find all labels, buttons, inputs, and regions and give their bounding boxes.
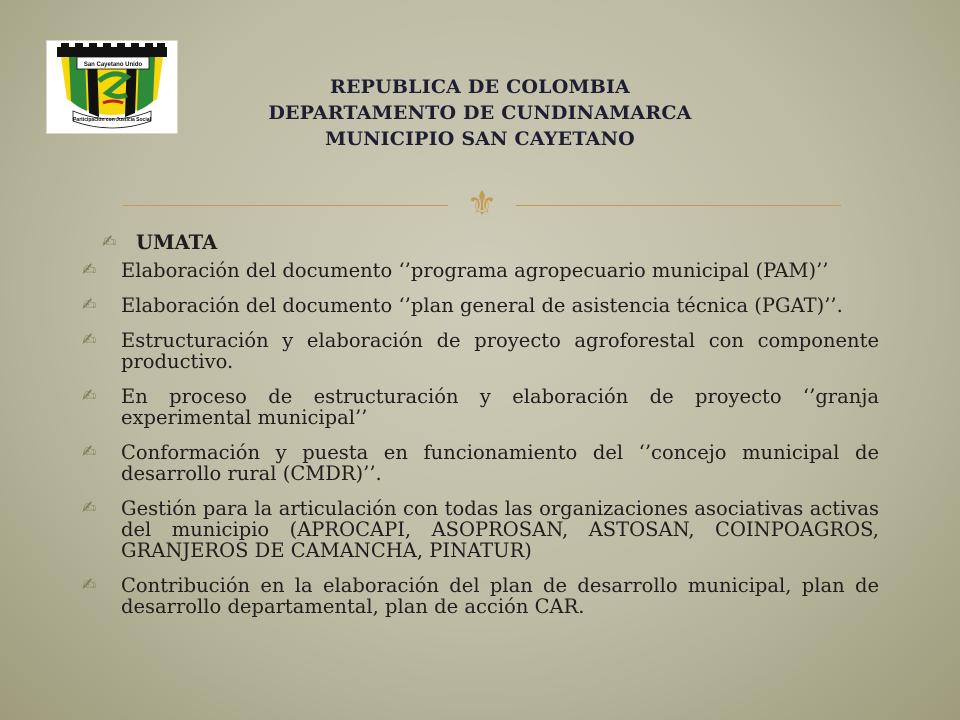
list-item-text: En proceso de estructuración y elaboración de proyecto ‘’granja experimental municipal’’ bbox=[121, 385, 879, 429]
municipal-logo bbox=[47, 41, 177, 133]
bullet-list bbox=[82, 232, 879, 631]
title-line-municipality: MUNICIPIO SAN CAYETANO bbox=[325, 128, 635, 150]
list-item bbox=[82, 260, 879, 281]
writing-hand-bullet-icon: ✍ bbox=[102, 232, 114, 252]
page-title bbox=[180, 74, 780, 152]
writing-hand-bullet-icon: ✍ bbox=[82, 260, 94, 280]
title-line-department: DEPARTAMENTO DE CUNDINAMARCA bbox=[268, 102, 692, 124]
list-item-text: Contribución en la elaboración del plan de desarrollo municipal, plan de desarrollo departamental, plan de acción CAR. bbox=[121, 574, 879, 618]
list-item bbox=[82, 442, 879, 484]
list-item-text: Conformación y puesta en funcionamiento del ‘’concejo municipal de desarrollo rural (CMDR)’’. bbox=[121, 441, 879, 485]
list-item-text: Gestión para la articulación con todas las organizaciones asociativas activas del municipio (APROCAPI, ASOPROSAN, ASTOSAN, COINPOAGROS, GRANJEROS DE CAMANCHA, PINATUR) bbox=[121, 497, 879, 562]
writing-hand-bullet-icon: ✍ bbox=[82, 575, 94, 595]
list-item bbox=[82, 498, 879, 561]
writing-hand-bullet-icon: ✍ bbox=[82, 386, 94, 406]
fleur-ornament-icon: ⚜ bbox=[466, 184, 498, 224]
list-item bbox=[82, 295, 879, 316]
writing-hand-bullet-icon: ✍ bbox=[82, 498, 94, 518]
divider-left bbox=[123, 205, 448, 206]
logo-emblem bbox=[47, 41, 177, 133]
list-item-text: Estructuración y elaboración de proyecto agroforestal con componente productivo. bbox=[121, 329, 879, 373]
writing-hand-bullet-icon: ✍ bbox=[82, 295, 94, 315]
section-heading-text: UMATA bbox=[136, 231, 218, 254]
section-heading bbox=[102, 232, 879, 253]
list-item bbox=[82, 575, 879, 617]
list-item-text: Elaboración del documento ‘’programa agropecuario municipal (PAM)’’ bbox=[121, 259, 829, 282]
list-item-text: Elaboración del documento ‘’plan general de asistencia técnica (PGAT)’’. bbox=[121, 294, 843, 317]
writing-hand-bullet-icon: ✍ bbox=[82, 330, 94, 350]
logo-top-text: San Cayetano Unido bbox=[83, 62, 143, 68]
logo-bottom-text: Participación con Justicia Social bbox=[73, 117, 151, 123]
title-line-country: REPUBLICA DE COLOMBIA bbox=[330, 76, 630, 98]
writing-hand-bullet-icon: ✍ bbox=[82, 442, 94, 462]
list-item bbox=[82, 386, 879, 428]
list-item bbox=[82, 330, 879, 372]
divider-right bbox=[516, 205, 841, 206]
